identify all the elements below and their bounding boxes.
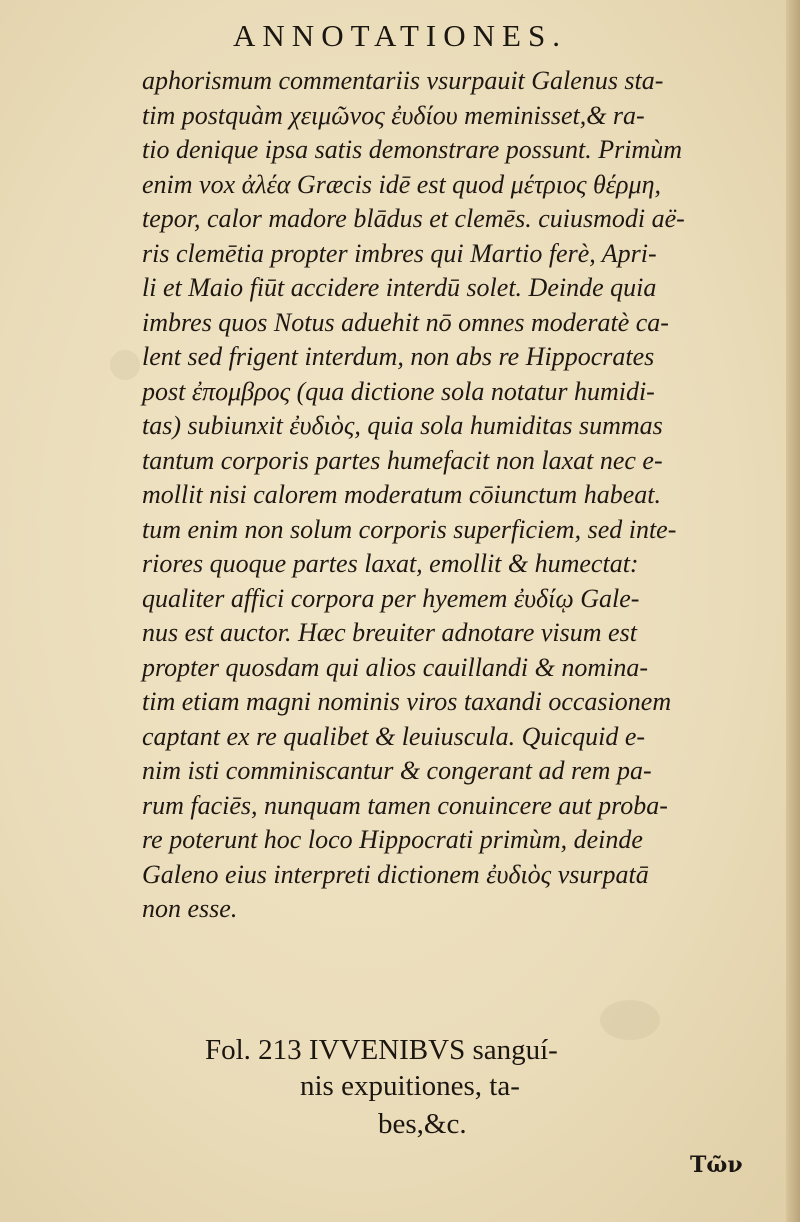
text-line: Galeno eius interpreti dictionem ἐυδιὸς vsurpatā — [142, 859, 649, 889]
text-line: aphorismum commentariis vsurpauit Galenus sta- — [142, 66, 664, 95]
text-line: enim vox ἀλέα Græcis idē est quod μέτριος θέρμη, — [142, 169, 661, 199]
text-line: nus est auctor. Hæc breuiter adnotare visum est — [142, 618, 637, 647]
catchword: Τῶν — [690, 1152, 743, 1178]
text-line: tio denique ipsa satis demonstrare possunt. Primùm — [142, 135, 682, 164]
page-edge — [786, 0, 800, 1222]
text-line: tim etiam magni nominis viros taxandi occasionem — [142, 687, 672, 716]
text-line: captant ex re qualibet & leuiuscula. Quicquid e- — [142, 721, 646, 751]
stain-mark — [600, 1000, 660, 1040]
text-line: post ἐπομβρος (qua dictione sola notatur humidi- — [142, 376, 655, 406]
folio-reference-line: Fol. 213 IVVENIBVS sanguí- — [205, 1034, 558, 1066]
text-line: qualiter affici corpora per hyemem ἐυδίῳ Gale- — [142, 583, 640, 613]
text-line: nim isti comminiscantur & congerant ad rem pa- — [142, 756, 652, 785]
text-line: re poterunt hoc loco Hippocrati primùm, deinde — [142, 825, 643, 854]
text-line: lent sed frigent interdum, non abs re Hippocrates — [142, 342, 655, 371]
body-text — [142, 64, 762, 927]
stain-mark — [110, 350, 140, 380]
text-line: rum faciēs, nunquam tamen conuincere aut proba- — [142, 790, 668, 820]
text-line: ris clemētia propter imbres qui Martio ferè, Apri- — [142, 238, 657, 268]
text-line: tantum corporis partes humefacit non laxat nec e- — [142, 445, 663, 475]
text-line: imbres quos Notus aduehit nō omnes moderatè ca- — [142, 307, 669, 337]
folio-reference-line: bes,&c. — [378, 1108, 467, 1140]
text-line: tas) subiunxit ἐυδιὸς, quia sola humiditas summas — [142, 411, 663, 440]
text-line: propter quosdam qui alios cauillandi & nomina- — [142, 652, 649, 682]
text-line: tum enim non solum corporis superficiem, sed inte- — [142, 514, 677, 544]
folio-reference-line: nis expuitiones, ta- — [300, 1070, 520, 1102]
text-line: non esse. — [142, 894, 238, 923]
text-line: tepor, calor madore blādus et clemēs. cuiusmodi aë- — [142, 204, 685, 233]
text-line: mollit nisi calorem moderatum cōiunctum habeat. — [142, 480, 661, 509]
text-line: tim postquàm χειμῶνος ἐυδίου meminisset,& ra- — [142, 100, 645, 130]
text-line: li et Maio fiūt accidere interdū solet. Deinde quia — [142, 273, 657, 302]
text-line: riores quoque partes laxat, emollit & humectat: — [142, 549, 639, 578]
running-header: ANNOTATIONES. — [233, 18, 567, 53]
